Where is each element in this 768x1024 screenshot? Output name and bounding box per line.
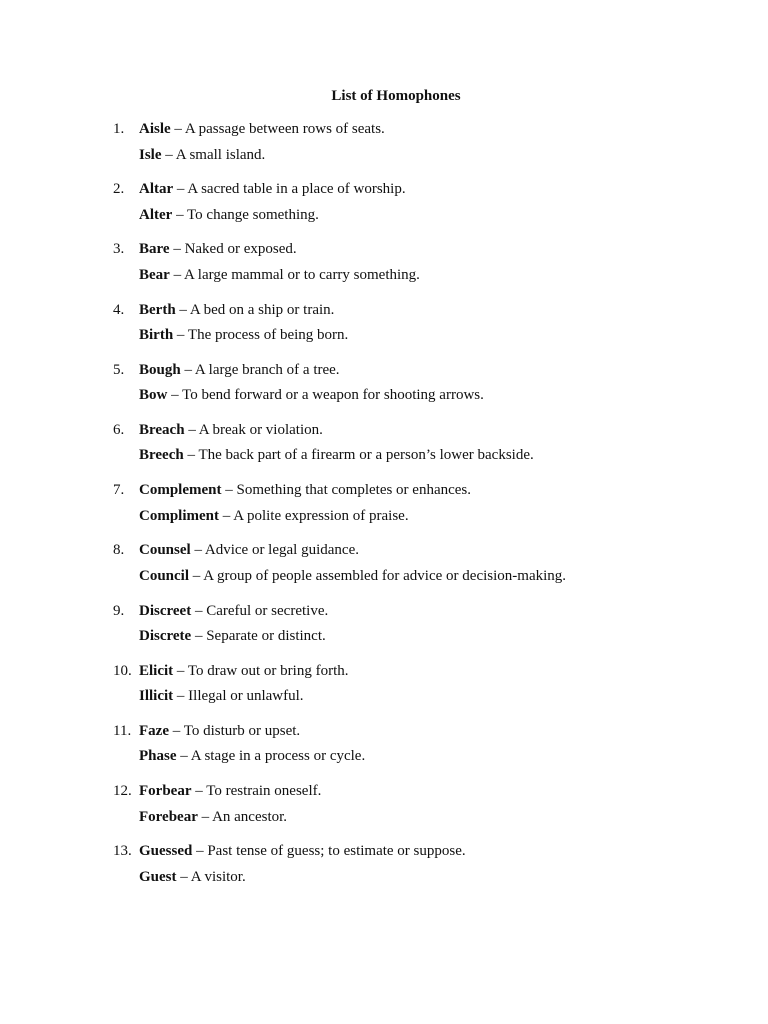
homophone-definition: Something that completes or enhances. bbox=[236, 482, 472, 499]
list-item bbox=[0, 661, 768, 721]
homophone-word: Aisle bbox=[139, 121, 171, 137]
homophone-definition: A group of people assembled for advice or decision-making. bbox=[203, 567, 567, 584]
dash-separator: – bbox=[225, 482, 233, 499]
homophone-word: Faze bbox=[139, 722, 169, 739]
item-number: 10. bbox=[113, 662, 132, 679]
list-item bbox=[0, 420, 768, 480]
homophone-entry bbox=[139, 179, 406, 199]
homophone-definition: A bed on a ship or train. bbox=[189, 301, 335, 318]
homophone-word: Alter bbox=[139, 206, 173, 223]
homophone-entry bbox=[139, 325, 348, 345]
homophone-entry bbox=[139, 781, 321, 801]
homophone-word: Guessed bbox=[139, 843, 193, 860]
homophone-entry bbox=[139, 686, 304, 706]
homophone-word: Guest bbox=[139, 868, 177, 885]
homophone-entry bbox=[139, 385, 484, 405]
homophone-entry bbox=[139, 205, 319, 225]
homophone-entry bbox=[139, 445, 534, 465]
homophone-definition: The back part of a firearm or a person’s lower backside. bbox=[198, 447, 534, 464]
dash-separator: – bbox=[176, 662, 185, 679]
item-number: 3. bbox=[113, 241, 125, 258]
homophone-definition: Careful or secretive. bbox=[206, 602, 329, 619]
homophone-definition: A break or violation. bbox=[198, 421, 323, 438]
list-item bbox=[0, 540, 768, 600]
homophone-entry bbox=[139, 601, 328, 621]
list-item bbox=[0, 239, 768, 299]
dash-separator: – bbox=[176, 206, 184, 223]
dash-separator: – bbox=[173, 266, 182, 283]
homophone-definition: To disturb or upset. bbox=[183, 722, 301, 739]
list-item bbox=[0, 119, 768, 179]
item-number: 13. bbox=[113, 843, 132, 860]
homophone-word: Discreet bbox=[139, 602, 192, 619]
homophone-entry bbox=[139, 841, 466, 861]
homophone-entry bbox=[139, 420, 323, 440]
dash-separator: – bbox=[174, 121, 182, 137]
homophone-entry bbox=[139, 239, 297, 259]
dash-separator: – bbox=[195, 783, 203, 800]
homophone-definition: A small island. bbox=[175, 146, 266, 163]
dash-separator: – bbox=[184, 361, 192, 378]
homophone-word: Altar bbox=[139, 181, 174, 198]
homophone-definition: Advice or legal guidance. bbox=[204, 542, 359, 559]
homophone-word: Discrete bbox=[139, 628, 192, 644]
dash-separator: – bbox=[194, 542, 202, 559]
dash-separator: – bbox=[187, 447, 195, 464]
homophone-entry bbox=[139, 746, 365, 766]
item-number: 7. bbox=[113, 482, 125, 499]
dash-separator: – bbox=[188, 421, 196, 438]
homophone-definition: A passage between rows of seats. bbox=[184, 121, 385, 137]
homophone-word: Bear bbox=[139, 266, 170, 283]
homophone-entry bbox=[139, 721, 300, 741]
list-item bbox=[0, 721, 768, 781]
homophone-entry bbox=[139, 480, 471, 500]
item-number: 8. bbox=[113, 542, 125, 559]
dash-separator: – bbox=[194, 628, 203, 644]
homophone-word: Council bbox=[139, 567, 190, 584]
dash-separator: – bbox=[180, 868, 188, 885]
homophone-definition: To restrain oneself. bbox=[206, 783, 322, 800]
item-number: 6. bbox=[113, 421, 125, 438]
homophone-definition: To bend forward or a weapon for shooting arrows. bbox=[182, 387, 484, 404]
homophone-definition: A polite expression of praise. bbox=[233, 507, 409, 524]
item-number: 4. bbox=[113, 301, 125, 318]
list-item bbox=[0, 480, 768, 540]
homophone-definition: A large mammal or to carry something. bbox=[184, 266, 420, 283]
homophone-entry bbox=[139, 145, 265, 165]
homophone-entry bbox=[139, 360, 340, 380]
homophone-entry bbox=[139, 506, 409, 526]
homophone-word: Birth bbox=[139, 327, 174, 344]
homophone-word: Phase bbox=[139, 748, 177, 765]
item-number: 11. bbox=[113, 722, 132, 739]
item-number: 2. bbox=[113, 181, 125, 198]
dash-separator: – bbox=[192, 567, 201, 584]
homophone-definition: Past tense of guess; to estimate or suppose. bbox=[207, 843, 466, 860]
dash-separator: – bbox=[176, 181, 185, 198]
homophone-word: Breech bbox=[139, 447, 184, 464]
dash-separator: – bbox=[176, 688, 185, 705]
dash-separator: – bbox=[173, 241, 181, 258]
homophone-word: Compliment bbox=[139, 507, 219, 524]
list-item bbox=[0, 841, 768, 901]
homophone-entry bbox=[139, 119, 385, 139]
item-number: 12. bbox=[113, 783, 132, 800]
homophone-definition: To draw out or bring forth. bbox=[187, 662, 349, 679]
list-item bbox=[0, 300, 768, 360]
homophone-entry bbox=[139, 540, 359, 560]
dash-separator: – bbox=[222, 507, 231, 524]
homophone-word: Elicit bbox=[139, 662, 174, 679]
homophone-entry bbox=[139, 265, 420, 285]
list-item bbox=[0, 360, 768, 420]
homophone-word: Forebear bbox=[139, 808, 198, 825]
homophone-definition: A sacred table in a place of worship. bbox=[187, 181, 406, 198]
homophone-definition: A large branch of a tree. bbox=[194, 361, 340, 378]
dash-separator: – bbox=[179, 301, 187, 318]
homophone-word: Counsel bbox=[139, 542, 191, 559]
page-title: List of Homophones bbox=[331, 88, 461, 104]
homophone-word: Bare bbox=[139, 241, 170, 258]
homophone-word: Illicit bbox=[139, 688, 174, 705]
dash-separator: – bbox=[172, 722, 181, 739]
homophone-definition: Illegal or unlawful. bbox=[188, 688, 304, 705]
dash-separator: – bbox=[194, 602, 203, 619]
homophone-definition: An ancestor. bbox=[212, 808, 288, 825]
item-number: 1. bbox=[113, 121, 125, 137]
homophone-word: Bough bbox=[139, 361, 181, 378]
list-item bbox=[0, 781, 768, 841]
dash-separator: – bbox=[171, 387, 179, 404]
homophone-definition: A visitor. bbox=[190, 868, 246, 885]
item-number: 5. bbox=[113, 361, 125, 378]
homophone-word: Berth bbox=[139, 301, 176, 318]
homophone-definition: To change something. bbox=[187, 206, 319, 223]
homophone-definition: The process of being born. bbox=[187, 327, 349, 344]
homophone-word: Complement bbox=[139, 482, 222, 499]
homophone-entry bbox=[139, 661, 349, 681]
homophone-word: Forbear bbox=[139, 783, 192, 800]
dash-separator: – bbox=[196, 843, 204, 860]
dash-separator: – bbox=[176, 327, 185, 344]
homophone-definition: Naked or exposed. bbox=[184, 241, 297, 258]
homophone-entry bbox=[139, 300, 334, 320]
dash-separator: – bbox=[201, 808, 210, 825]
homophone-list bbox=[0, 119, 768, 901]
dash-separator: – bbox=[165, 146, 173, 163]
item-number: 9. bbox=[113, 602, 125, 619]
list-item bbox=[0, 601, 768, 661]
homophone-definition: A stage in a process or cycle. bbox=[190, 748, 366, 765]
homophone-entry bbox=[139, 626, 326, 646]
homophone-word: Isle bbox=[139, 146, 162, 163]
dash-separator: – bbox=[180, 748, 188, 765]
homophone-word: Bow bbox=[139, 387, 168, 404]
homophone-word: Breach bbox=[139, 421, 185, 438]
list-item bbox=[0, 179, 768, 239]
homophone-definition: Separate or distinct. bbox=[206, 628, 326, 644]
homophone-entry bbox=[139, 807, 287, 827]
homophone-entry bbox=[139, 566, 566, 586]
homophone-entry bbox=[139, 867, 246, 887]
